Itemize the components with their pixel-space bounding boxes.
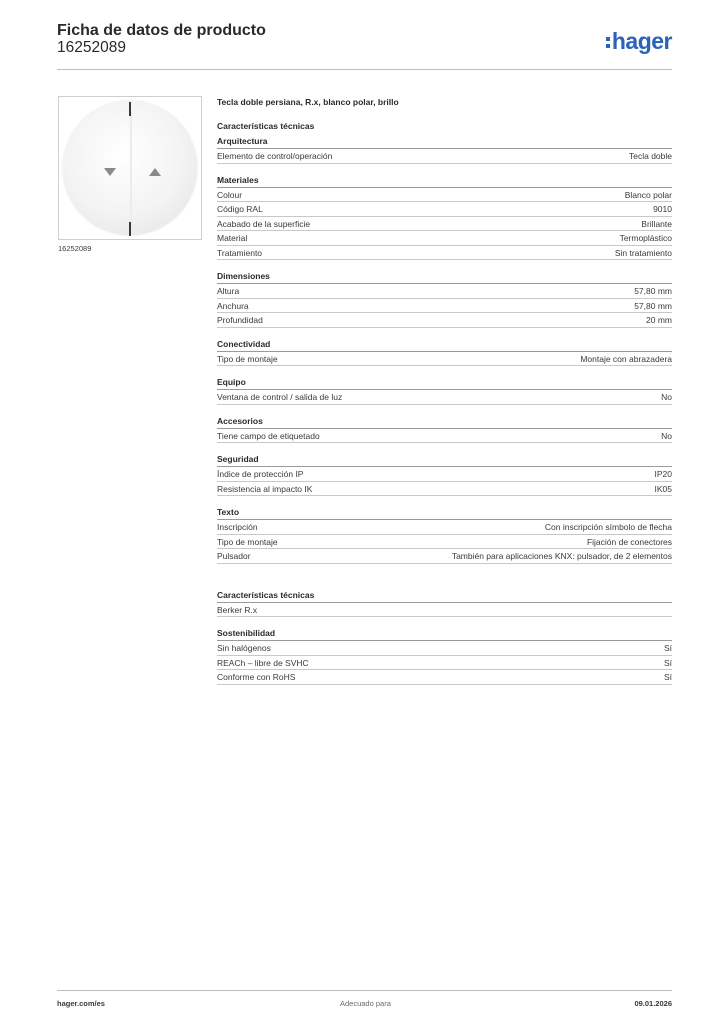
logo-dots-icon bbox=[606, 37, 610, 48]
spec-sections bbox=[217, 134, 672, 564]
double-rocker-knob bbox=[63, 101, 197, 235]
spec-row bbox=[217, 299, 672, 314]
spec-label: Resistencia al impacto IK bbox=[217, 483, 313, 494]
page-footer bbox=[57, 990, 672, 1014]
spec-label: Acabado de la superficie bbox=[217, 218, 311, 229]
footer-middle: Adecuado para bbox=[340, 999, 391, 1008]
section-heading: Arquitectura bbox=[217, 134, 672, 149]
spec-value: Tecla doble bbox=[628, 151, 672, 161]
spec-value: Montaje con abrazadera bbox=[580, 353, 672, 364]
spec-label: Conforme con RoHS bbox=[217, 672, 296, 682]
spec-row bbox=[217, 429, 672, 444]
spec-label: Tiene campo de etiquetado bbox=[217, 430, 320, 441]
spec-label: Tratamiento bbox=[217, 247, 263, 258]
section-heading: Conectividad bbox=[217, 337, 672, 352]
spec-label: Índice de protección IP bbox=[217, 469, 304, 479]
page-header bbox=[57, 22, 672, 70]
spec-row bbox=[217, 202, 672, 217]
section-heading: Dimensiones bbox=[217, 269, 672, 284]
spec-label: Tipo de montaje bbox=[217, 353, 278, 364]
spec-value: IK05 bbox=[654, 483, 672, 494]
spec-row bbox=[217, 549, 672, 564]
spec-value: Sin tratamiento bbox=[614, 247, 672, 258]
section-heading: Seguridad bbox=[217, 452, 672, 467]
spec-value: 20 mm bbox=[646, 315, 672, 325]
spec-label: Código RAL bbox=[217, 204, 263, 214]
spec-value: Sí bbox=[663, 643, 672, 653]
spec-value: Blanco polar bbox=[624, 189, 672, 200]
spec-value: Sí bbox=[663, 657, 672, 668]
spec-row bbox=[217, 246, 672, 261]
spec-label: Elemento de control/operación bbox=[217, 151, 333, 161]
spec-value: No bbox=[661, 392, 672, 402]
hager-logo bbox=[606, 28, 672, 54]
spec-label: REACh – libre de SVHC bbox=[217, 657, 309, 668]
divider-notch-bottom bbox=[129, 222, 131, 236]
spec-row bbox=[217, 188, 672, 203]
sustainability-rows bbox=[217, 641, 672, 685]
spec-label: Material bbox=[217, 233, 248, 243]
spec-value: Brillante bbox=[641, 218, 672, 229]
spec-value: 9010 bbox=[653, 204, 672, 214]
spec-row bbox=[217, 670, 672, 685]
spec-value: Termoplástico bbox=[619, 233, 672, 243]
divider-notch-top bbox=[129, 102, 131, 116]
spec-label: Colour bbox=[217, 189, 243, 200]
spec-value: 57,80 mm bbox=[634, 300, 672, 311]
footer-date: 09.01.2026 bbox=[634, 999, 672, 1008]
product-number: 16252089 bbox=[57, 39, 126, 56]
spec-value: Con inscripción símbolo de flecha bbox=[544, 522, 672, 532]
tech-heading: Características técnicas bbox=[217, 121, 315, 131]
spec-value: También para aplicaciones KNX: pulsador, de 2 elementos bbox=[451, 551, 672, 561]
spec-row bbox=[217, 284, 672, 299]
arrow-up-icon bbox=[149, 168, 161, 176]
spec-label: Tipo de montaje bbox=[217, 536, 278, 547]
spec-label: Inscripción bbox=[217, 522, 258, 532]
spec-value: No bbox=[661, 430, 672, 441]
spec-label: Profundidad bbox=[217, 315, 263, 325]
spec-value: IP20 bbox=[654, 469, 672, 479]
section-heading: Accesorios bbox=[217, 414, 672, 429]
footer-website: hager.com/es bbox=[57, 999, 105, 1008]
spec-label: Sin halógenos bbox=[217, 643, 271, 653]
arrow-down-icon bbox=[104, 168, 116, 176]
spec-row bbox=[217, 231, 672, 246]
sustainability-heading: Sostenibilidad bbox=[217, 626, 672, 641]
spec-label: Anchura bbox=[217, 300, 249, 311]
spec-row bbox=[217, 390, 672, 405]
spec-label: Ventana de control / salida de luz bbox=[217, 392, 343, 402]
spec-row bbox=[217, 467, 672, 482]
spec-sheet bbox=[217, 96, 672, 685]
spec-value: Sí bbox=[663, 672, 672, 682]
spec-row bbox=[217, 603, 672, 618]
rocker-split-line bbox=[130, 111, 132, 229]
logo-text: hager bbox=[611, 27, 672, 54]
spec-row bbox=[217, 217, 672, 232]
product-image bbox=[58, 96, 202, 240]
tech2-rows bbox=[217, 603, 672, 618]
spec-row bbox=[217, 482, 672, 497]
section-heading: Texto bbox=[217, 505, 672, 520]
spec-row bbox=[217, 656, 672, 671]
spec-row bbox=[217, 535, 672, 550]
section-heading: Equipo bbox=[217, 375, 672, 390]
spec-label: Pulsador bbox=[217, 551, 251, 561]
spec-row bbox=[217, 520, 672, 535]
spec-row bbox=[217, 641, 672, 656]
spec-row bbox=[217, 313, 672, 328]
tech2-heading: Características técnicas bbox=[217, 588, 672, 603]
spec-value: Fijación de conectores bbox=[586, 536, 672, 547]
spec-label: Altura bbox=[217, 286, 240, 296]
image-caption: 16252089 bbox=[58, 244, 92, 253]
spec-row bbox=[217, 149, 672, 164]
spec-label: Berker R.x bbox=[217, 604, 258, 615]
spec-value: 57,80 mm bbox=[634, 286, 672, 296]
product-description: Tecla doble persiana, R.x, blanco polar, brillo bbox=[217, 97, 399, 107]
document-title: Ficha de datos de producto bbox=[57, 22, 266, 39]
section-heading: Materiales bbox=[217, 173, 672, 188]
spec-row bbox=[217, 352, 672, 367]
